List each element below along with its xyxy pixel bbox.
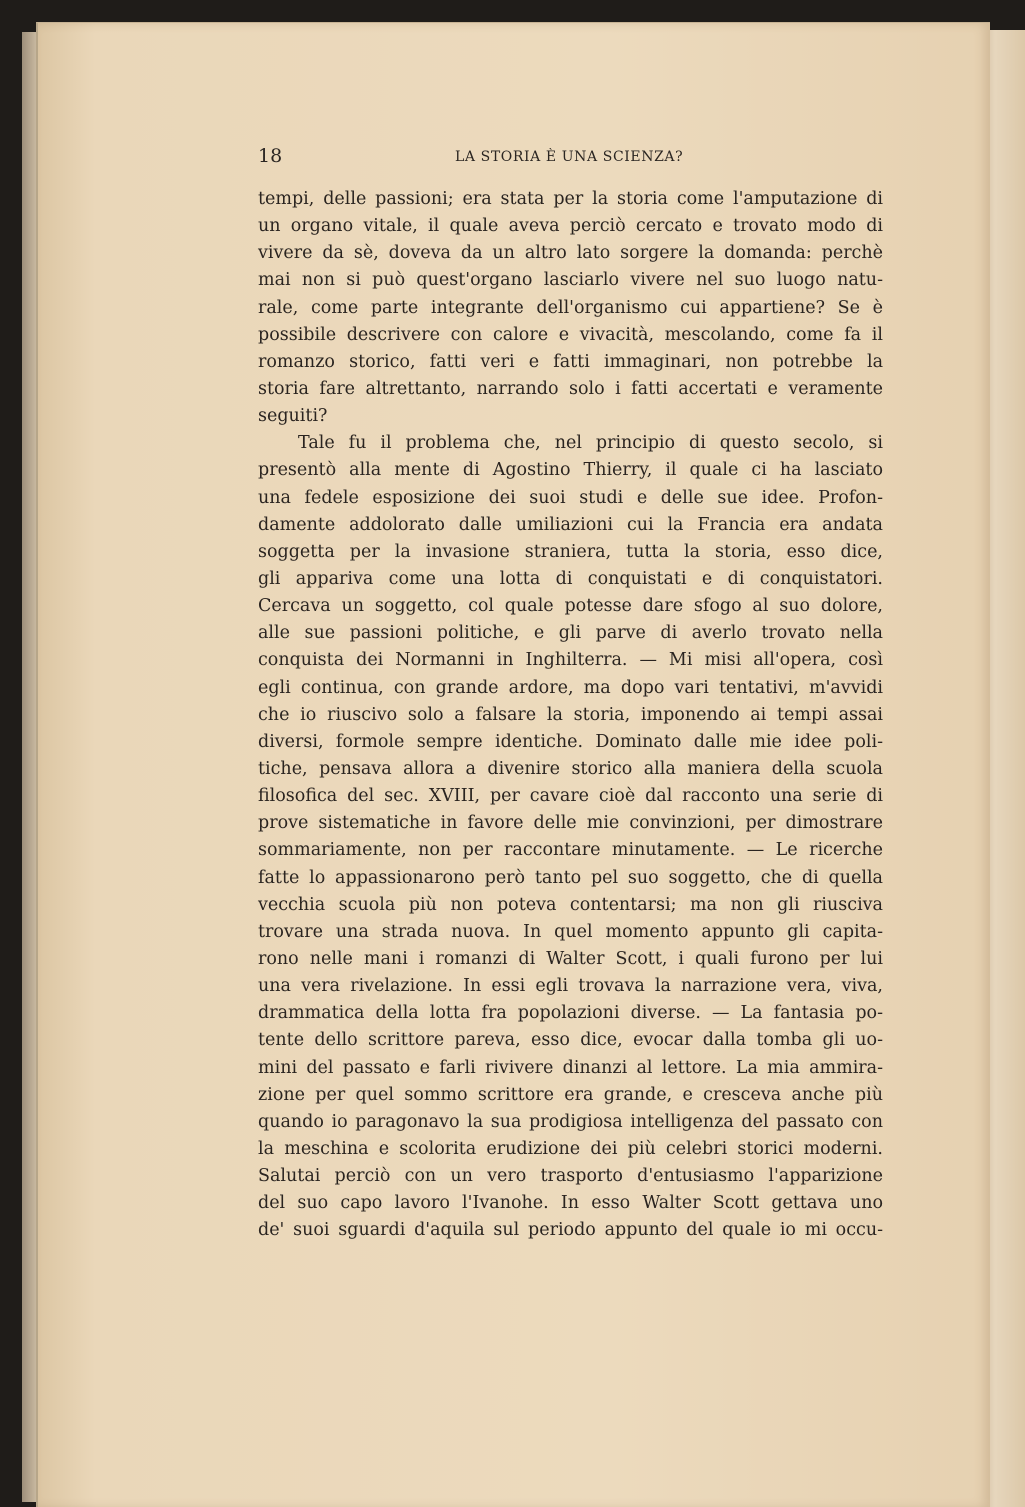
text-line: tente dello scrittore pareva, esso dice, evocar dalla tomba gli uo- — [258, 1030, 883, 1051]
text-line: la meschina e scolorita erudizione dei più celebri storici moderni. — [258, 1138, 883, 1159]
text-line: Salutai perciò con un vero trasporto d'entusiasmo l'apparizione — [258, 1166, 883, 1187]
text-line: romanzo storico, fatti veri e fatti immaginari, non potrebbe la — [258, 351, 883, 372]
running-head: LA STORIA È UNA SCIENZA? — [455, 149, 684, 165]
text-line: una vera rivelazione. In essi egli trovava la narrazione vera, viva, — [258, 976, 883, 997]
text-line: una fedele esposizione dei suoi studi e delle sue idee. Profon- — [258, 487, 883, 508]
text-line: rono nelle mani i romanzi di Walter Scott, i quali furono per lui — [258, 948, 883, 969]
text-line: mai non si può quest'organo lasciarlo vivere nel suo luogo natu- — [258, 270, 883, 291]
paragraph-first-line: Tale fu il problema che, nel principio di questo secolo, si — [298, 433, 883, 454]
text-line: de' suoi sguardi d'aquila sul periodo appunto del quale io mi occu- — [258, 1220, 883, 1241]
text-line: gli appariva come una lotta di conquistati e di conquistatori. — [258, 568, 883, 589]
text-line: storia fare altrettanto, narrando solo i fatti accertati e veramente — [258, 378, 883, 399]
text-line: egli continua, con grande ardore, ma dopo vari tentativi, m'avvidi — [258, 677, 883, 698]
text-line: soggetta per la invasione straniera, tutta la storia, esso dice, — [258, 541, 883, 562]
page-number: 18 — [258, 145, 283, 167]
text-line: fatte lo appassionarono però tanto pel suo soggetto, che di quella — [258, 867, 883, 888]
text-line: prove sistematiche in favore delle mie convinzioni, per dimostrare — [258, 813, 883, 834]
text-line: seguiti? — [258, 406, 328, 427]
text-line: vivere da sè, doveva da un altro lato sorgere la domanda: perchè — [258, 243, 883, 264]
text-line: filosofica del sec. XVIII, per cavare cioè dal racconto una serie di — [258, 786, 883, 807]
text-line: del suo capo lavoro l'Ivanohe. In esso Walter Scott gettava uno — [258, 1193, 883, 1214]
text-line: drammatica della lotta fra popolazioni diverse. — La fantasia po- — [258, 1003, 883, 1024]
text-line: sommariamente, non per raccontare minutamente. — Le ricerche — [258, 840, 883, 861]
text-line: mini del passato e farli rivivere dinanzi al lettore. La mia ammira- — [258, 1057, 883, 1078]
text-line: trovare una strada nuova. In quel momento appunto gli capita- — [258, 921, 883, 942]
text-line: tempi, delle passioni; era stata per la storia come l'amputazione di — [258, 189, 883, 209]
text-line: tiche, pensava allora a divenire storico alla maniera della scuola — [258, 758, 883, 779]
body-text — [258, 186, 883, 1244]
text-line: damente addolorato dalle umiliazioni cui la Francia era andata — [258, 514, 883, 535]
text-line: un organo vitale, il quale aveva perciò cercato e trovato modo di — [258, 216, 883, 237]
text-line: che io riuscivo solo a falsare la storia, imponendo ai tempi assai — [258, 704, 883, 725]
text-line: presentò alla mente di Agostino Thierry, il quale ci ha lasciato — [258, 460, 883, 481]
text-line: Cercava un soggetto, col quale potesse dare sfogo al suo dolore, — [258, 596, 883, 617]
text-line: quando io paragonavo la sua prodigiosa intelligenza del passato con — [258, 1111, 883, 1132]
text-line: zione per quel sommo scrittore era grande, e cresceva anche più — [258, 1084, 883, 1105]
text-line: conquista dei Normanni in Inghilterra. — Mi misi all'opera, così — [258, 650, 883, 671]
text-line: alle sue passioni politiche, e gli parve di averlo trovato nella — [258, 623, 883, 644]
text-line: vecchia scuola più non poteva contentarsi; ma non gli riusciva — [258, 894, 883, 915]
text-line: rale, come parte integrante dell'organismo cui appartiene? Se è — [258, 297, 883, 318]
text-line: possibile descrivere con calore e vivacità, mescolando, come fa il — [258, 324, 883, 345]
text-line: diversi, formole sempre identiche. Dominato dalle mie idee poli- — [258, 731, 883, 752]
